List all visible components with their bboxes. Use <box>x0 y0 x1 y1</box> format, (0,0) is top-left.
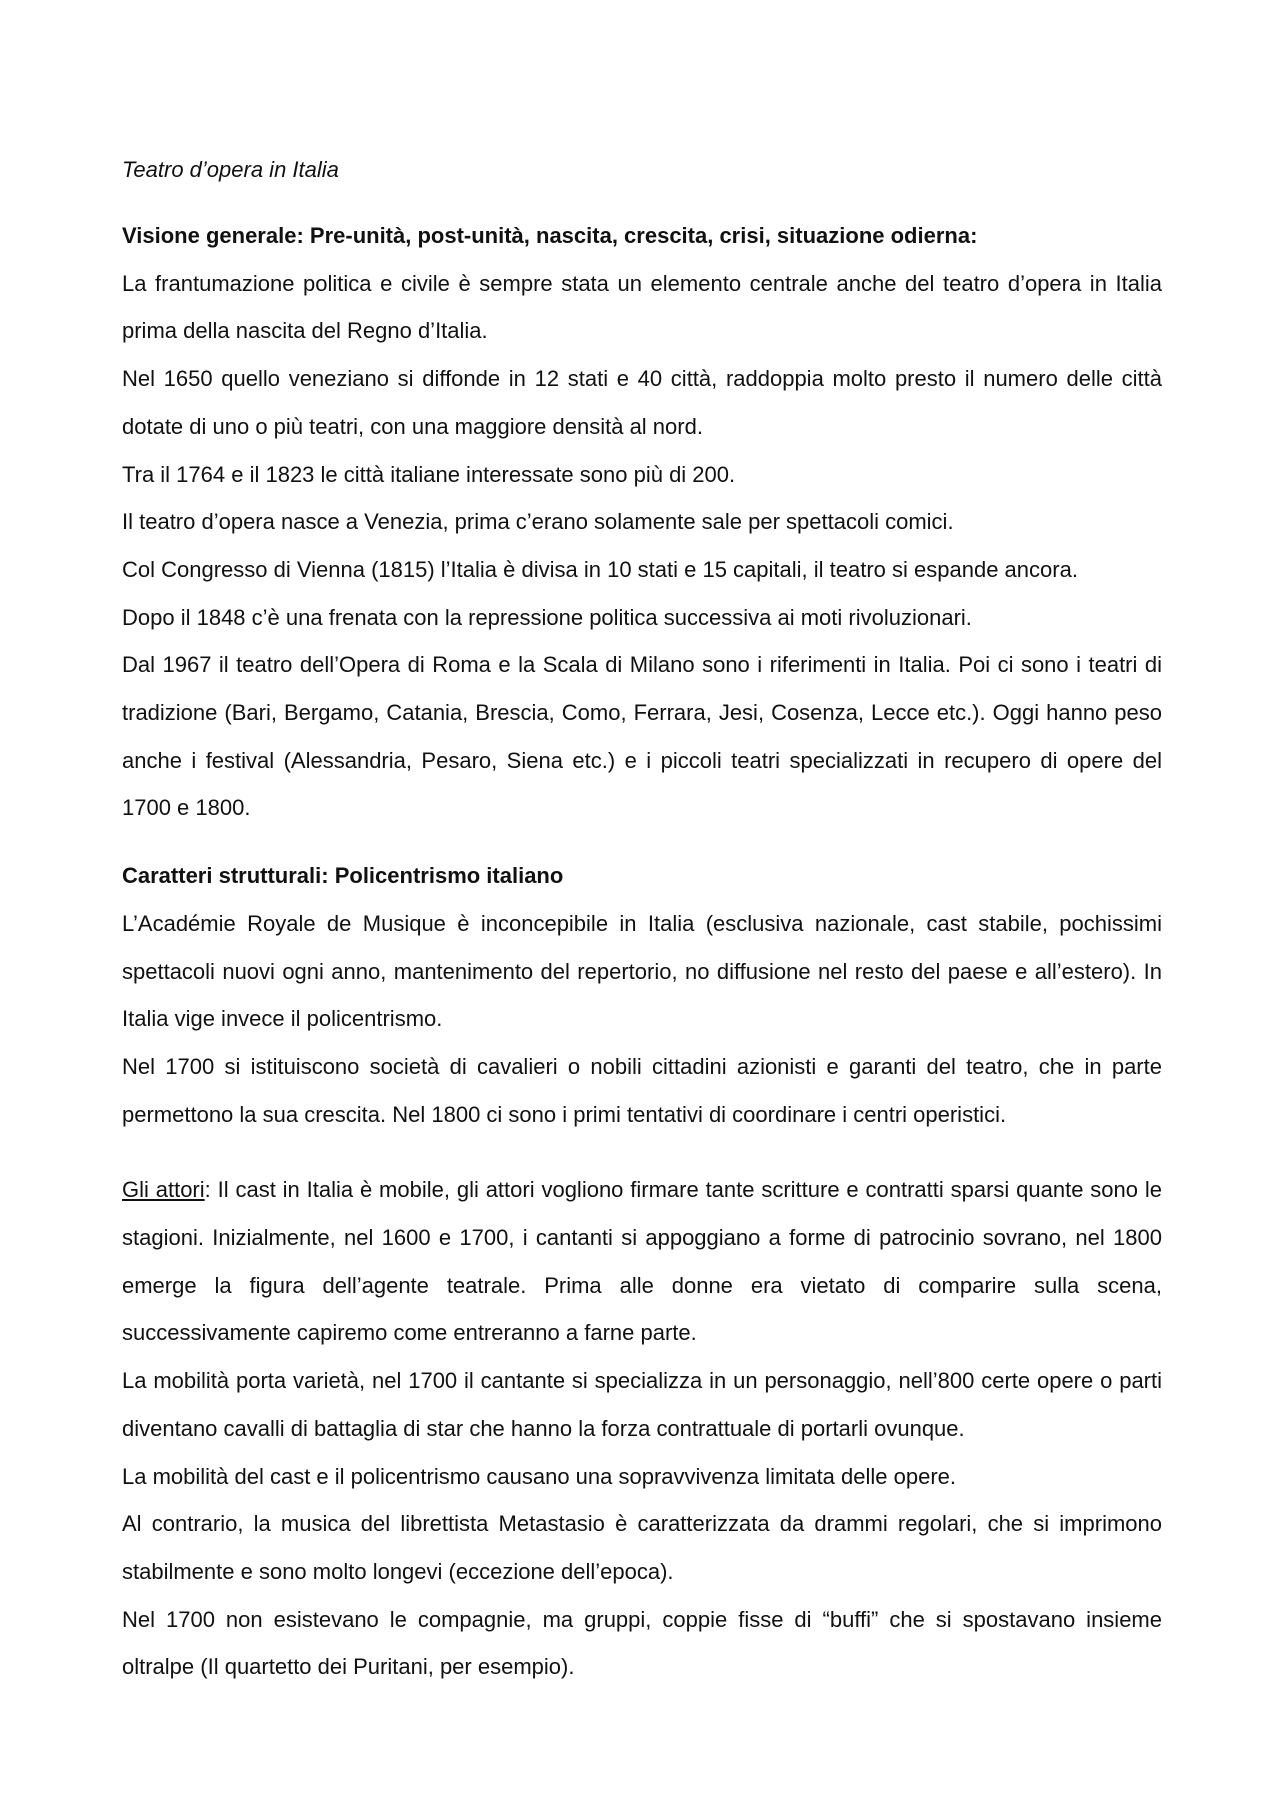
paragraph: Nel 1700 non esistevano le compagnie, ma gruppi, coppie fisse di “buffi” che si spostavano insieme oltralpe (Il quartetto dei Puritani, per esempio). <box>122 1606 1162 1680</box>
paragraph: Col Congresso di Vienna (1815) l’Italia è divisa in 10 stati e 15 capitali, il teatro si espande ancora. <box>122 556 1078 582</box>
paragraph: Dal 1967 il teatro dell’Opera di Roma e la Scala di Milano sono i riferimenti in Italia. Poi ci sono i teatri di tradizione (Bari, Bergamo, Catania, Brescia, Como, Ferrara, Jesi, Cosenza, Lecce etc.). Oggi hanno peso anche i festival (Alessandria, Pesaro, Siena etc.) e i piccoli teatri specializzati in recupero di opere del 1700 e 1800. <box>122 652 1162 821</box>
document-page <box>122 150 1162 1691</box>
paragraph: Nel 1700 si istituiscono società di cavalieri o nobili cittadini azionisti e garanti del teatro, che in parte permettono la sua crescita. Nel 1800 ci sono i primi tentativi di coordinare i centri operistici. <box>122 1053 1162 1127</box>
section-heading-visione-generale: Visione generale: Pre-unità, post-unità, nascita, crescita, crisi, situazione odierna: <box>122 223 978 248</box>
paragraph: Il teatro d’opera nasce a Venezia, prima c’erano solamente sale per spettacoli comici. <box>122 509 954 535</box>
paragraph: Tra il 1764 e il 1823 le città italiane interessate sono più di 200. <box>122 461 736 487</box>
paragraph: Al contrario, la musica del librettista Metastasio è caratterizzata da drammi regolari, che si imprimono stabilmente e sono molto longevi (eccezione dell’epoca). <box>122 1511 1162 1584</box>
paragraph: La frantumazione politica e civile è sempre stata un elemento centrale anche del teatro d’opera in Italia prima della nascita del Regno d’Italia. <box>122 270 1162 344</box>
document-title: Teatro d’opera in Italia <box>122 157 339 182</box>
paragraph: La mobilità del cast e il policentrismo causano una sopravvivenza limitata delle opere. <box>122 1463 957 1489</box>
paragraph: Nel 1650 quello veneziano si diffonde in 12 stati e 40 città, raddoppia molto presto il numero delle città dotate di uno o più teatri, con una maggiore densità al nord. <box>122 366 1162 439</box>
inline-label-gli-attori: Gli attori <box>122 1177 205 1203</box>
paragraph-gli-attori <box>122 1166 1162 1357</box>
paragraph: L’Académie Royale de Musique è inconcepibile in Italia (esclusiva nazionale, cast stabile, pochissimi spettacoli nuovi ogni anno, mantenimento del repertorio, no diffusione nel resto del paese e all’estero). In Italia vige invece il policentrismo. <box>122 910 1162 1032</box>
section-heading-caratteri-strutturali: Caratteri strutturali: Policentrismo italiano <box>122 863 564 889</box>
paragraph-text: : Il cast in Italia è mobile, gli attori vogliono firmare tante scritture e contratti sparsi quante sono le stagioni. Inizialmente, nel 1600 e 1700, i cantanti si appoggiano a forme di patrocinio sovrano, nel 1800 emerge la figura dell’agente teatrale. Prima alle donne era vietato di comparire sulla scena, successivamente capiremo come entreranno a farne parte. <box>122 1177 1162 1346</box>
paragraph: La mobilità porta varietà, nel 1700 il cantante si specializza in un personaggio, nell’800 certe opere o parti diventano cavalli di battaglia di star che hanno la forza contrattuale di portarli ovunque. <box>122 1368 1162 1441</box>
paragraph: Dopo il 1848 c’è una frenata con la repressione politica successiva ai moti rivoluzionari. <box>122 604 972 630</box>
